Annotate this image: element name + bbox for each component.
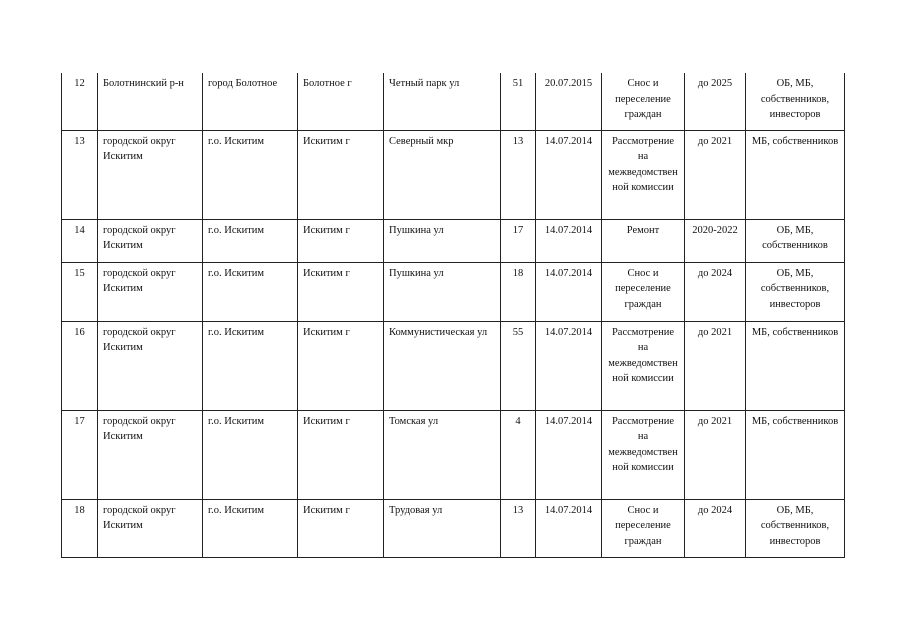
- street-cell: Трудовая ул: [384, 499, 501, 557]
- date-cell: 14.07.2014: [536, 219, 602, 262]
- deadline-cell: до 2021: [685, 130, 746, 219]
- municipality-cell: г.о. Искитим: [203, 410, 298, 499]
- district-cell: городской округ Искитим: [98, 499, 203, 557]
- house-number-cell: 13: [501, 130, 536, 219]
- funding-cell: ОБ, МБ, собственников, инвесторов: [746, 499, 845, 557]
- row-number: 15: [62, 262, 98, 321]
- date-cell: 20.07.2015: [536, 73, 602, 130]
- municipality-cell: г.о. Искитим: [203, 219, 298, 262]
- date-cell: 14.07.2014: [536, 321, 602, 410]
- street-cell: Пушкина ул: [384, 219, 501, 262]
- deadline-cell: 2020-2022: [685, 219, 746, 262]
- street-cell: Северный мкр: [384, 130, 501, 219]
- municipality-cell: город Болотное: [203, 73, 298, 130]
- action-cell: Снос и переселение граждан: [602, 262, 685, 321]
- funding-cell: ОБ, МБ, собственников: [746, 219, 845, 262]
- street-cell: Коммунистическая ул: [384, 321, 501, 410]
- house-number-cell: 18: [501, 262, 536, 321]
- funding-cell: МБ, собственников: [746, 130, 845, 219]
- table-row: [62, 499, 845, 557]
- street-cell: Четный парк ул: [384, 73, 501, 130]
- municipality-cell: г.о. Искитим: [203, 130, 298, 219]
- action-cell: Рассмотрение на межведомственной комиссии: [602, 410, 685, 499]
- district-cell: городской округ Искитим: [98, 410, 203, 499]
- row-number: 18: [62, 499, 98, 557]
- table-row: [62, 130, 845, 219]
- table-row: [62, 262, 845, 321]
- funding-cell: МБ, собственников: [746, 321, 845, 410]
- action-cell: Ремонт: [602, 219, 685, 262]
- district-cell: городской округ Искитим: [98, 321, 203, 410]
- district-cell: городской округ Искитим: [98, 262, 203, 321]
- house-number-cell: 4: [501, 410, 536, 499]
- funding-cell: МБ, собственников: [746, 410, 845, 499]
- date-cell: 14.07.2014: [536, 262, 602, 321]
- district-cell: Болотнинский р-н: [98, 73, 203, 130]
- table-row: [62, 410, 845, 499]
- deadline-cell: до 2021: [685, 321, 746, 410]
- deadline-cell: до 2025: [685, 73, 746, 130]
- funding-cell: ОБ, МБ, собственников, инвесторов: [746, 73, 845, 130]
- row-number: 16: [62, 321, 98, 410]
- date-cell: 14.07.2014: [536, 499, 602, 557]
- row-number: 13: [62, 130, 98, 219]
- deadline-cell: до 2021: [685, 410, 746, 499]
- action-cell: Снос и переселение граждан: [602, 499, 685, 557]
- locality-cell: Искитим г: [298, 262, 384, 321]
- action-cell: Рассмотрение на межведомственной комиссии: [602, 321, 685, 410]
- municipality-cell: г.о. Искитим: [203, 262, 298, 321]
- date-cell: 14.07.2014: [536, 130, 602, 219]
- table-row: [62, 73, 845, 130]
- municipality-cell: г.о. Искитим: [203, 321, 298, 410]
- locality-cell: Искитим г: [298, 410, 384, 499]
- street-cell: Томская ул: [384, 410, 501, 499]
- action-cell: Рассмотрение на межведомственной комиссии: [602, 130, 685, 219]
- locality-cell: Искитим г: [298, 499, 384, 557]
- row-number: 12: [62, 73, 98, 130]
- row-number: 17: [62, 410, 98, 499]
- funding-cell: ОБ, МБ, собственников, инвесторов: [746, 262, 845, 321]
- date-cell: 14.07.2014: [536, 410, 602, 499]
- house-number-cell: 55: [501, 321, 536, 410]
- house-number-cell: 17: [501, 219, 536, 262]
- housing-table: [61, 73, 845, 558]
- district-cell: городской округ Искитим: [98, 130, 203, 219]
- locality-cell: Искитим г: [298, 219, 384, 262]
- table-row: [62, 321, 845, 410]
- deadline-cell: до 2024: [685, 499, 746, 557]
- locality-cell: Искитим г: [298, 321, 384, 410]
- action-cell: Снос и переселение граждан: [602, 73, 685, 130]
- district-cell: городской округ Искитим: [98, 219, 203, 262]
- street-cell: Пушкина ул: [384, 262, 501, 321]
- locality-cell: Искитим г: [298, 130, 384, 219]
- house-number-cell: 13: [501, 499, 536, 557]
- row-number: 14: [62, 219, 98, 262]
- locality-cell: Болотное г: [298, 73, 384, 130]
- deadline-cell: до 2024: [685, 262, 746, 321]
- house-number-cell: 51: [501, 73, 536, 130]
- table-row: [62, 219, 845, 262]
- municipality-cell: г.о. Искитим: [203, 499, 298, 557]
